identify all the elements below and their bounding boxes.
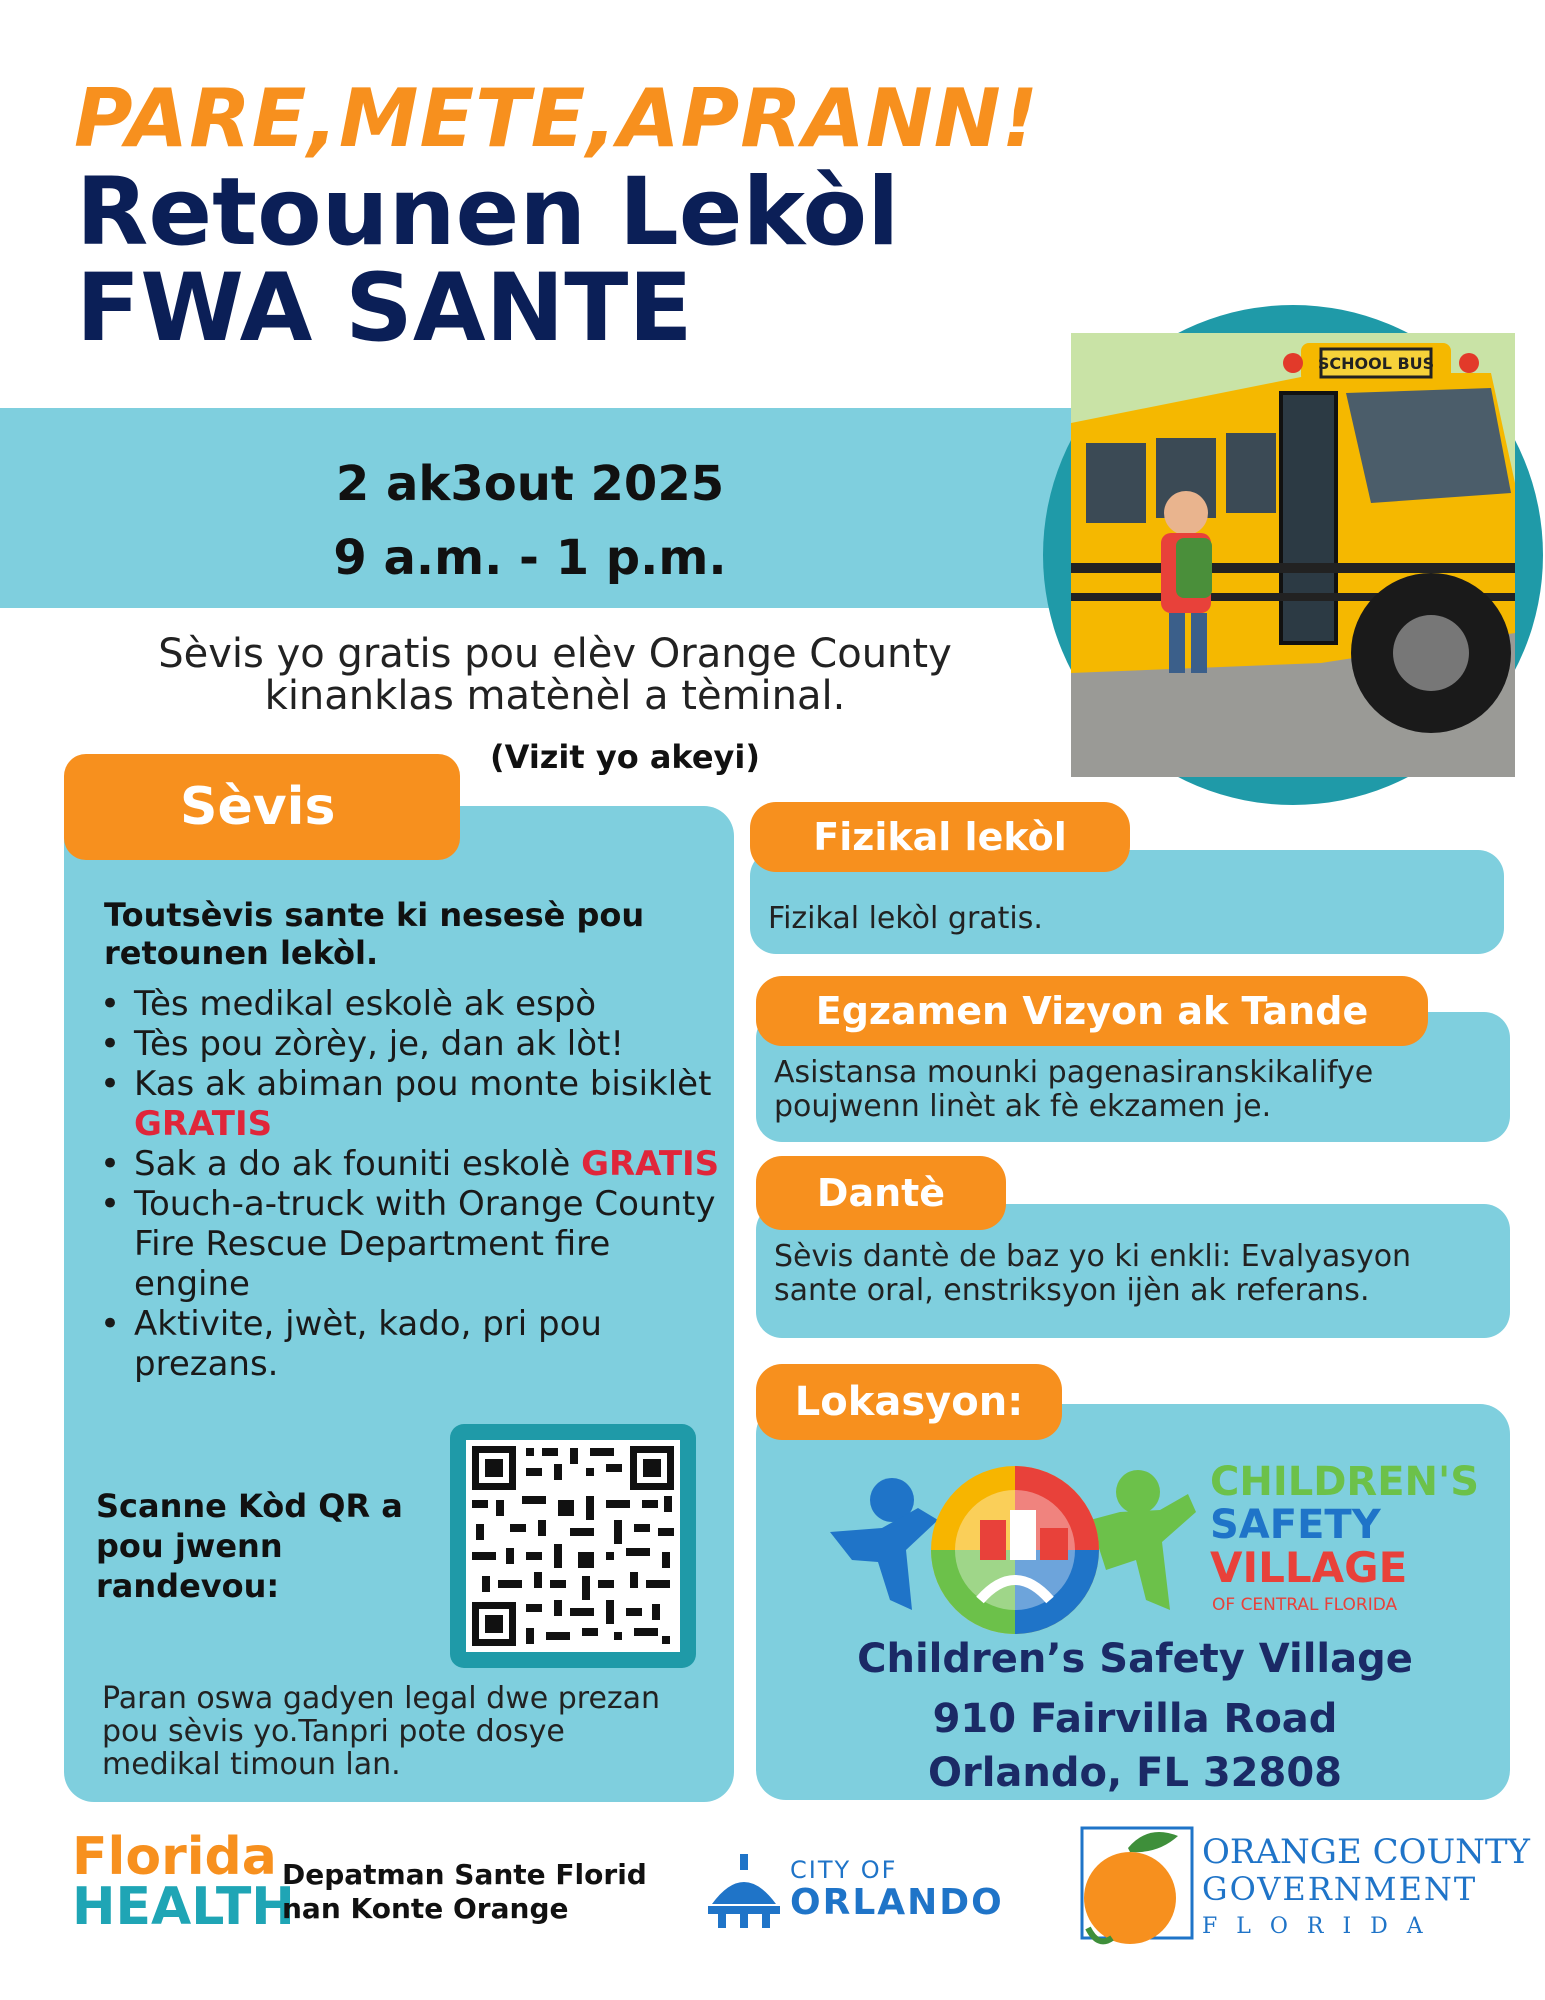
- oc-line-2: GOVERNMENT: [1202, 1870, 1478, 1908]
- bus-sign: SCHOOL BUS: [1317, 354, 1435, 373]
- visit-note: (Vizit yo akeyi): [490, 738, 760, 776]
- city-big: ORLANDO: [790, 1882, 1004, 1923]
- guardian-note: Paran oswa gadyen legal dwe prezan pou sèvis yo.Tanpri pote dosye medikal timoun lan.: [102, 1681, 661, 1782]
- location-city: Orlando, FL 32808: [927, 1750, 1343, 1796]
- qr-label: Scanne Kòd QR a pou jwenn randevou:: [96, 1487, 403, 1605]
- list-item: • Touch-a-truck with Orange County Fire Rescue Department fire engine: [96, 1184, 726, 1304]
- services-tab: Sèvis: [64, 754, 460, 860]
- list-item: • Tès medikal eskolè ak espò: [96, 984, 726, 1024]
- department-name: [282, 1858, 647, 1926]
- physical-text: Fizikal lekòl gratis.: [768, 901, 1043, 936]
- dept-line-1: Depatman Sante Florid: [282, 1858, 647, 1891]
- logo-line-3: VILLAGE: [1210, 1543, 1408, 1592]
- list-item: • Tès pou zòrèy, je, dan ak lòt!: [96, 1024, 726, 1064]
- qr-code[interactable]: [450, 1424, 696, 1668]
- services-heading: Toutsèvis sante ki nesesè pou retounen lekòl.: [104, 896, 645, 972]
- logo-line-4: OF CENTRAL FLORIDA: [1212, 1595, 1398, 1615]
- gratis-badge: GRATIS: [134, 1104, 273, 1144]
- tagline: PARE,METE,APRANN!: [74, 72, 1040, 165]
- gratis-badge: GRATIS: [581, 1144, 720, 1184]
- orlando-dome-icon: [704, 1852, 784, 1932]
- intro-line-1: Sèvis yo gratis pou elèv Orange County: [158, 631, 952, 677]
- school-bus-photo: [1043, 305, 1543, 805]
- vision-tab: Egzamen Vizyon ak Tande: [756, 976, 1428, 1046]
- location-tab: Lokasyon:: [756, 1364, 1062, 1440]
- logo-line-1: CHILDREN'S: [1210, 1459, 1480, 1505]
- city-small: CITY OF: [790, 1856, 898, 1884]
- list-item: • Sak a do ak founiti eskolè GRATIS: [96, 1144, 726, 1184]
- event-time: 9 a.m. - 1 p.m.: [333, 530, 727, 586]
- title-line-1: Retounen Lekòl: [76, 158, 900, 267]
- oc-line-1: ORANGE COUNTY: [1202, 1832, 1530, 1872]
- intro-text: [80, 633, 1030, 717]
- services-list: [96, 984, 726, 1384]
- dept-line-2: nan Konte Orange: [282, 1892, 569, 1925]
- fh-word-2: HEALTH: [72, 1877, 295, 1937]
- safety-village-logo: [820, 1450, 1480, 1650]
- logo-line-2: SAFETY: [1210, 1502, 1381, 1548]
- dental-text: Sèvis dantè de baz yo ki enkli: Evalyasyon sante oral, enstriksyon ijèn ak referans.: [774, 1239, 1412, 1308]
- list-item: • Kas ak abiman pou monte bisiklèt GRATIS: [96, 1064, 726, 1144]
- vision-text: Asistansa mounki pagenasiranskikalifye poujwenn linèt ak fè ekzamen je.: [774, 1055, 1374, 1124]
- dental-tab: Dantè: [756, 1156, 1006, 1230]
- city-of-orlando-logo: [704, 1852, 1004, 1932]
- title-line-2: FWA SANTE: [76, 254, 693, 363]
- location-name: Children’s Safety Village: [857, 1636, 1413, 1682]
- orange-county-logo: [1068, 1818, 1530, 1958]
- oc-line-3: F L O R I D A: [1202, 1914, 1429, 1939]
- florida-health-logo: [72, 1827, 295, 1937]
- list-item: • Aktivite, jwèt, kado, pri pou prezans.: [96, 1304, 726, 1384]
- physical-tab: Fizikal lekòl: [750, 802, 1130, 872]
- fh-word-1: Florida: [72, 1827, 277, 1887]
- intro-line-2: kinanklas matènèl a tèminal.: [264, 673, 846, 719]
- event-date: 2 ak3out 2025: [335, 456, 725, 512]
- orange-fruit-icon: [1068, 1818, 1198, 1948]
- location-street: 910 Fairvilla Road: [932, 1696, 1338, 1742]
- page-title: [76, 158, 900, 363]
